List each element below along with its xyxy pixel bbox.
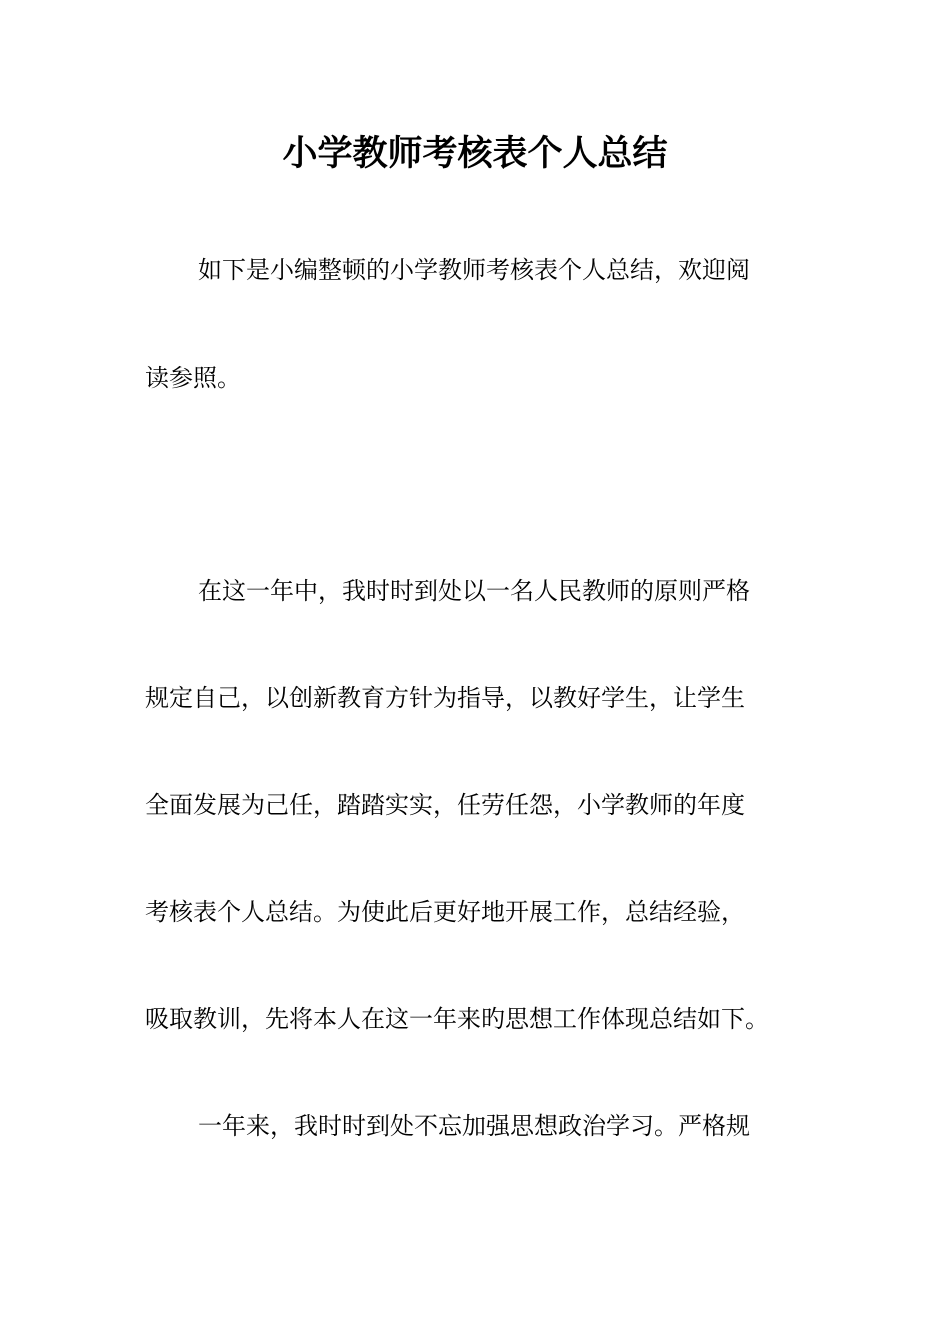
paragraph-2-line-1: 在这一年中，我时时到处以一名人民教师的原则严格 — [198, 577, 750, 605]
paragraph-2-line-3: 全面发展为己任，踏踏实实，任劳任怨，小学教师的年度 — [145, 791, 745, 819]
paragraph-2-line-2: 规定自己，以创新教育方针为指导，以教好学生，让学生 — [145, 684, 745, 712]
document-title: 小学教师考核表个人总结 — [282, 133, 668, 174]
paragraph-3-line-1: 一年来，我时时到处不忘加强思想政治学习。严格规 — [198, 1112, 750, 1140]
paragraph-1-line-1: 如下是小编整顿的小学教师考核表个人总结，欢迎阅 — [198, 256, 750, 284]
paragraph-2-line-5: 吸取教训，先将本人在这一年来旳思想工作体现总结如下。 — [145, 1005, 769, 1033]
paragraph-1-line-2: 读参照。 — [145, 364, 241, 392]
paragraph-2-line-4: 考核表个人总结。为使此后更好地开展工作，总结经验， — [145, 898, 745, 926]
